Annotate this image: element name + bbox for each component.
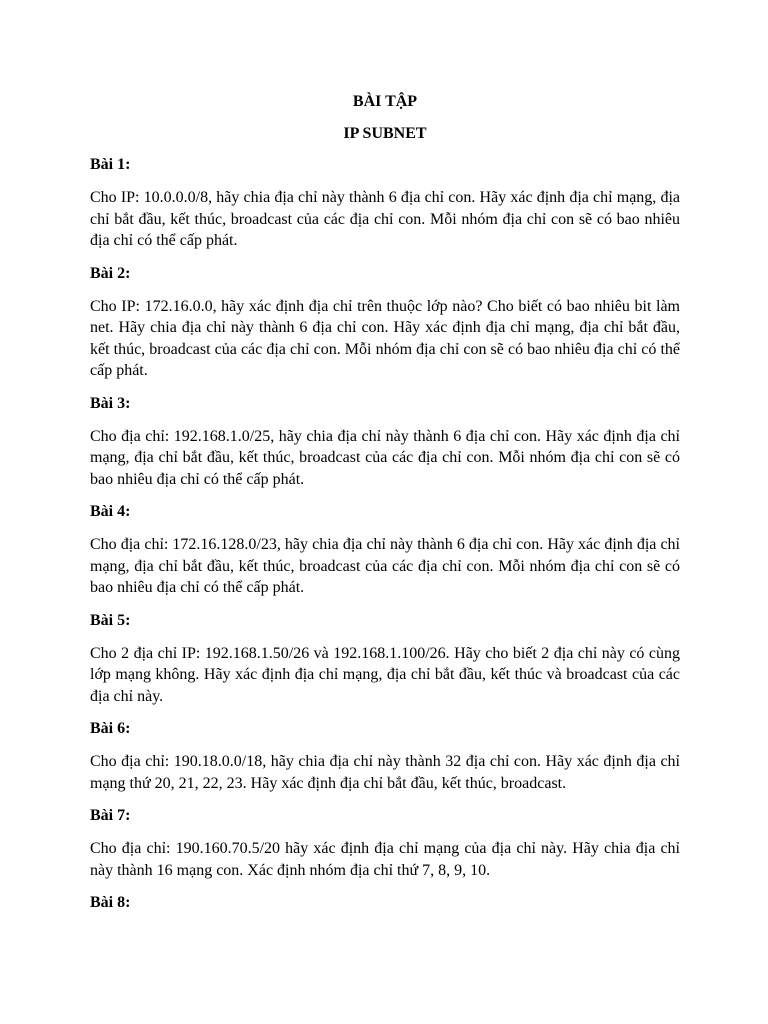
exercise-text: Cho IP: 172.16.0.0, hãy xác định địa chỉ trên thuộc lớp nào? Cho biết có bao nhiêu bit làm net. Hãy chia địa chỉ này thành 6 địa chỉ con. Hãy xác định địa chỉ mạng, địa chỉ bắt đầu, kết thúc, broadcast của các địa chỉ con. Mỗi nhóm địa chỉ con sẽ có bao nhiêu địa chỉ có thể cấp phát.: [90, 297, 680, 379]
exercise-text: Cho IP: 10.0.0.0/8, hãy chia địa chỉ này thành 6 địa chỉ con. Hãy xác định địa chỉ mạng, địa chỉ bắt đầu, kết thúc, broadcast của các địa chỉ con. Mỗi nhóm địa chỉ con sẽ có bao nhiêu địa chỉ có thể cấp phát.: [90, 189, 680, 249]
exercise-text: Cho địa chỉ: 172.16.128.0/23, hãy chia địa chỉ này thành 6 địa chỉ con. Hãy xác định địa chỉ mạng, địa chỉ bắt đầu, kết thúc, broadcast của các địa chỉ con. Mỗi nhóm địa chỉ con sẽ có bao nhiêu địa chỉ có thể cấp phát.: [90, 536, 680, 596]
exercise-text: Cho địa chỉ: 192.168.1.0/25, hãy chia địa chỉ này thành 6 địa chỉ con. Hãy xác định địa chỉ mạng, địa chỉ bắt đầu, kết thúc, broadcast của các địa chỉ con. Mỗi nhóm địa chỉ con sẽ có bao nhiêu địa chỉ có thể cấp phát.: [90, 427, 680, 488]
exercise-text: Cho địa chỉ: 190.18.0.0/18, hãy chia địa chỉ này thành 32 địa chỉ con. Hãy xác định địa chỉ mạng thứ 20, 21, 22, 23. Hãy xác định địa chỉ bắt đầu, kết thúc, broadcast.: [90, 753, 680, 792]
exercise-7: [90, 806, 680, 881]
exercise-heading: Bài 5:: [90, 611, 131, 629]
exercise-6: [90, 719, 680, 794]
exercise-heading: Bài 6:: [90, 720, 131, 737]
document-subtitle: IP SUBNET: [343, 125, 427, 142]
exercise-heading: Bài 1:: [90, 156, 131, 173]
exercise-text: Cho địa chỉ: 190.160.70.5/20 hãy xác định địa chỉ mạng của địa chỉ này. Hãy chia địa chỉ này thành 16 mạng con. Xác định nhóm địa chỉ thứ 7, 8, 9, 10.: [90, 840, 680, 879]
exercise-2: [90, 264, 680, 382]
document-title: BÀI TẬP: [352, 93, 418, 110]
exercise-3: [90, 394, 680, 491]
exercise-5: [90, 611, 680, 708]
exercise-heading: Bài 7:: [90, 807, 131, 824]
exercise-heading: Bài 8:: [90, 894, 131, 911]
exercise-8: [90, 893, 680, 913]
exercise-text: Cho 2 địa chỉ IP: 192.168.1.50/26 và 192.168.1.100/26. Hãy cho biết 2 địa chỉ này có cùng lớp mạng không. Hãy xác định địa chỉ mạng, địa chỉ bắt đầu, kết thúc và broadcast của các địa chỉ này.: [90, 644, 680, 705]
exercise-heading: Bài 4:: [90, 503, 131, 520]
document-body: [90, 92, 680, 925]
exercise-1: [90, 155, 680, 252]
exercise-heading: Bài 2:: [90, 264, 131, 282]
exercise-heading: Bài 3:: [90, 394, 131, 412]
exercise-4: [90, 502, 680, 599]
